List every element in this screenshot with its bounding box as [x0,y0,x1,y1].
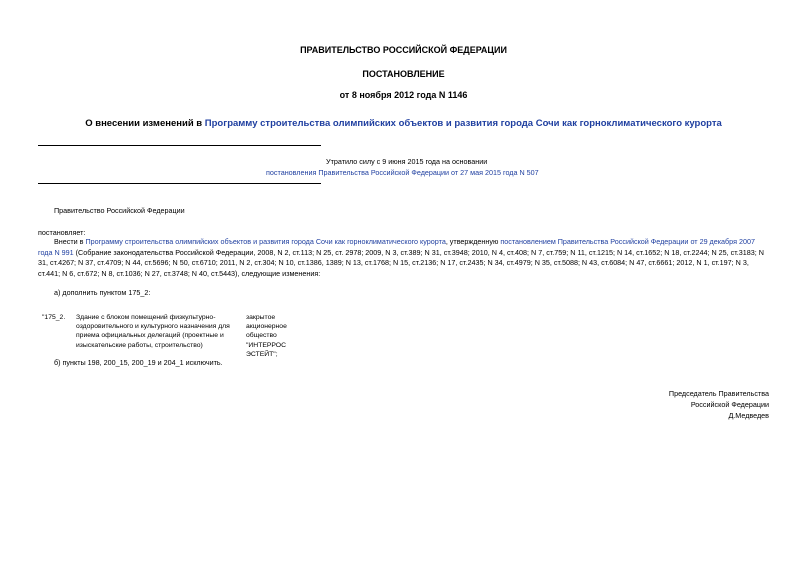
row-number: "175_2. [42,314,66,321]
item-a-text: а) дополнить пунктом 175_2: [54,288,151,297]
intro-text: Правительство Российской Федерации [54,206,185,215]
main-paragraph [38,237,771,279]
divider-bottom [38,183,321,184]
resolves-text: постановляет: [38,228,86,237]
program-link[interactable]: Программу строительства олимпийских объектов и развития города Сочи как горноклиматического курорта [85,237,446,246]
status-line-1: Утратило силу с 9 июня 2015 года на основании [326,157,488,166]
row-organization: закрытое акционерное общество "ИНТЕРРОС ЭСТЕЙТ"; [246,314,287,358]
title-prefix: О внесении изменений в [85,118,205,129]
paragraph-text-c: (Собрание законодательства Российской Федерации, 2008, N 2, ст.113; N 25, ст. 2978; 2009, N 3, ст.389; N 31, ст.3948; 2010, N 4, ст.408; N 7, ст.759; N 11, ст.1215; N 14, ст.1652; N 18, ст.2244; N 25, ст.3183; N 31, ст.4267; N 37, ст.4709; N 44, ст.5696; N 50, ст.6710; 2011, N 2, ст.304; N 10, ст.1386, 1389; N 13, ст.1768; N 15, ст.2136; N 17, ст.2435; N 34, ст.4979; N 35, ст.5088; N 43, ст.6084; N 47, ст.6661; 2012, N 1, ст.197; N 3, ст.441; N 6, ст.672; N 8, ст.1036; N 27, ст.3748; N 40, ст.5443), следующие изменения: [38,247,764,278]
signature-country: Российской Федерации [690,400,769,409]
paragraph-text-a: Внести в [54,237,86,246]
paragraph-text-b: , утвержденную [445,237,501,246]
item-b-text: б) пункты 198, 200_15, 200_19 и 204_1 исключить. [54,358,223,367]
status-repeal-link[interactable]: постановления Правительства Российской Федерации от 27 мая 2015 года N 507 [266,168,539,177]
document-type: ПОСТАНОВЛЕНИЕ [362,69,445,79]
signature-name: Д.Медведев [728,411,769,420]
divider-top [38,145,321,146]
signature-block [669,388,769,421]
resolution-2007-link[interactable]: постановлением Правительства Российской Федерации от 29 декабря 2007 года N 991 [38,237,755,257]
signature-title: Председатель Правительства [668,389,769,398]
document-date-number: от 8 ноября 2012 года N 1146 [339,90,468,100]
title-program-link[interactable]: Программу строительства олимпийских объектов и развития города Сочи как горноклиматического курорта [204,118,722,129]
row-description: Здание с блоком помещений физкультурно-оздоровительного и культурного назначения для приема официальных делегаций (проектные и изыскательские работы, строительство) [76,314,230,349]
government-heading: ПРАВИТЕЛЬСТВО РОССИЙСКОЙ ФЕДЕРАЦИИ [300,45,507,55]
document-title [0,118,807,129]
